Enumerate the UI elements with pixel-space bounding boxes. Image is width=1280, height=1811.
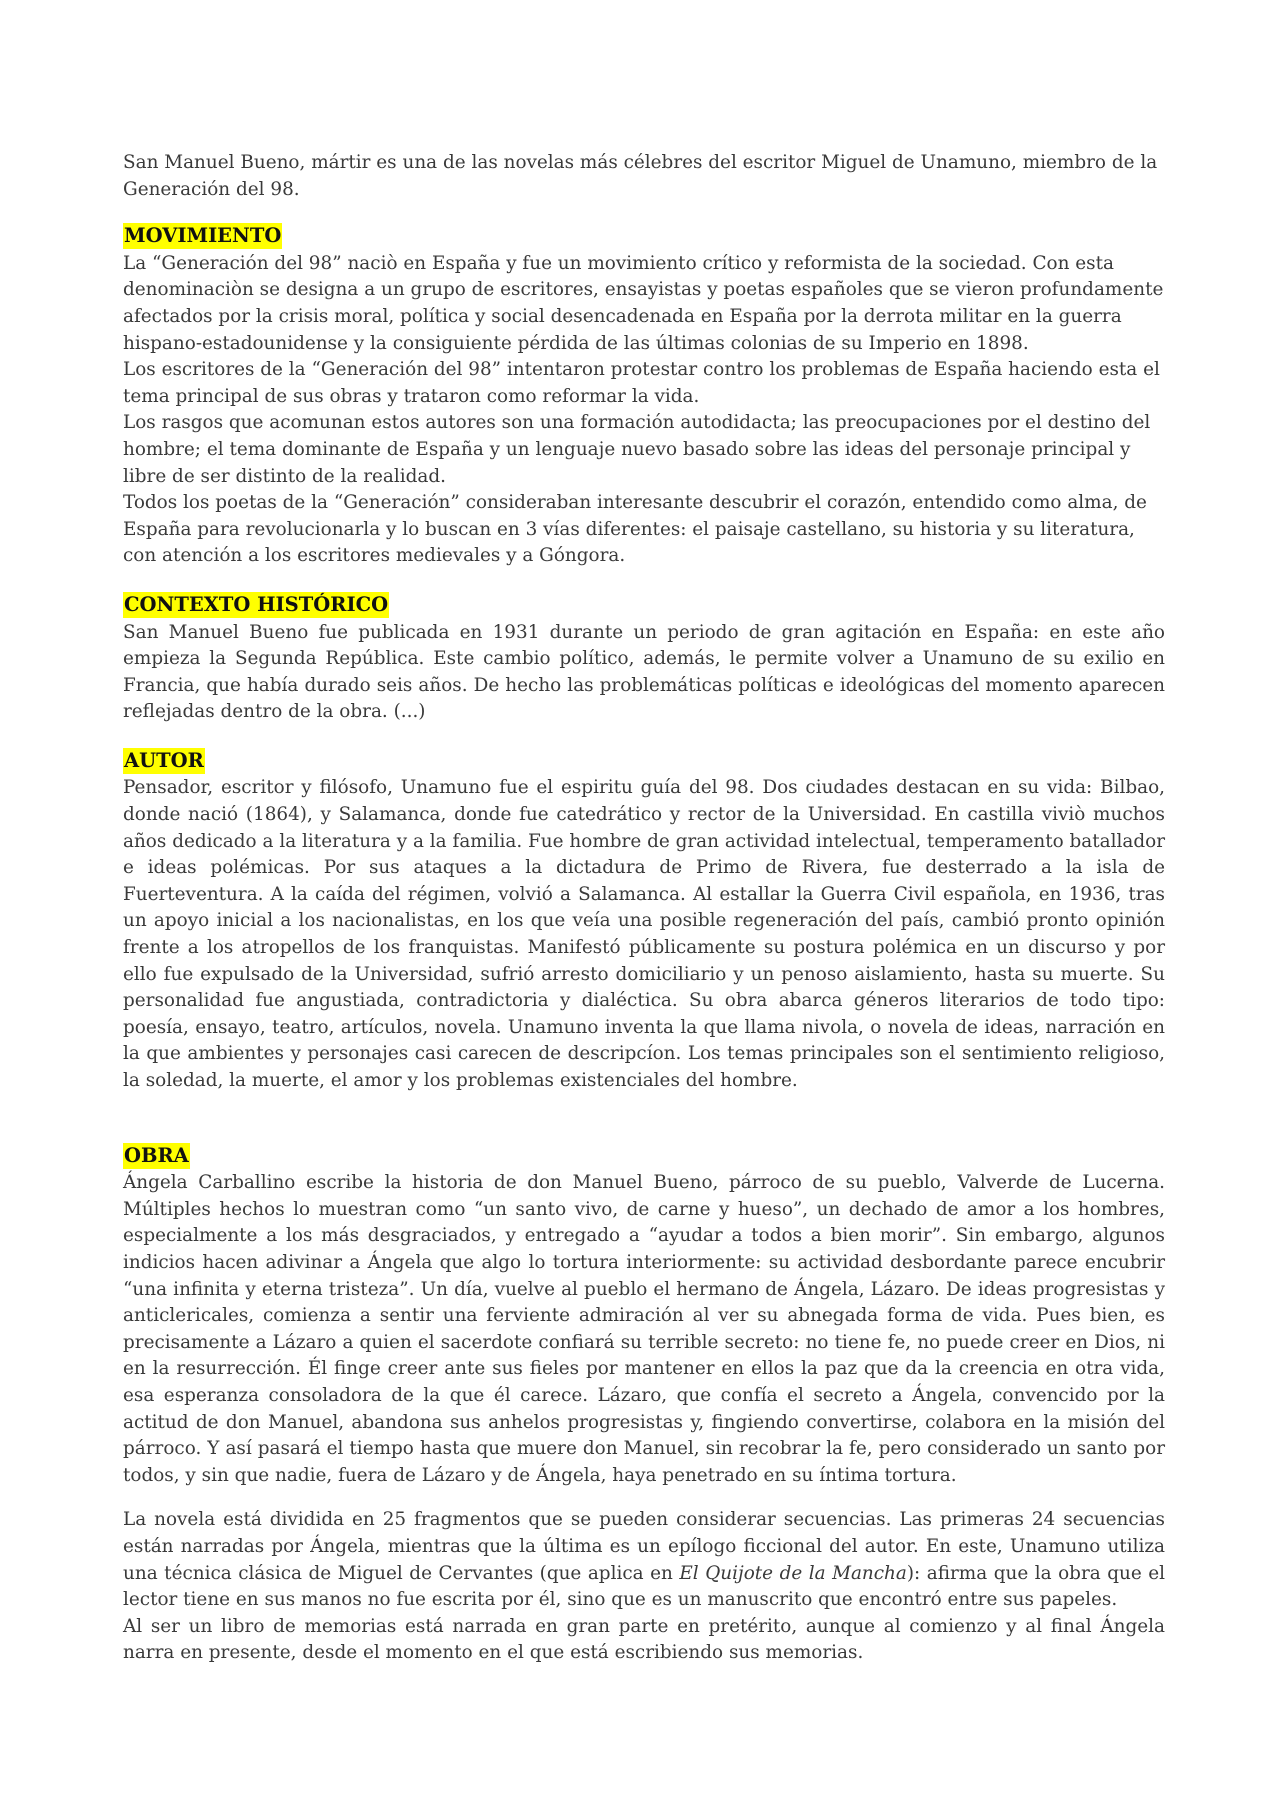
movimiento-paragraph-2: Los escritores de la “Generación del 98” intentaron protestar contro los problemas de España haciendo esta el tema principal de sus obras y trataron como reformar la vida. — [123, 359, 1160, 407]
heading-obra: OBRA — [124, 1143, 189, 1167]
heading-autor: AUTOR — [124, 748, 204, 772]
section-contexto — [123, 592, 1165, 726]
book-title-quijote: El Quijote de la Mancha — [679, 1562, 907, 1584]
heading-movimiento: MOVIMIENTO — [124, 224, 282, 248]
contexto-paragraph-1: San Manuel Bueno fue publicada en 1931 durante un periodo de gran agitación en España: en este año empieza la Segunda República. Este cambio político, además, le permite volver a Unamuno de su exilio en Francia, que había durado seis años. De hecho las problemáticas políticas e ideológicas del momento aparecen reflejadas dentro de la obra. (...) — [123, 621, 1165, 723]
obra-paragraph-1: Ángela Carballino escribe la historia de don Manuel Bueno, párroco de su pueblo, Valverde de Lucerna. Múltiples hechos lo muestran como “un santo vivo, de carne y hueso”, un dechado de amor a los hombres, especialmente a los más desgraciados, y entregado a “ayudar a todos a bien morir”. Sin embargo, algunos indicios hacen adivinar a Ángela que algo lo tortura interiormente: su actividad desbordante parece encubrir “una infinita y eterna tristeza”. Un día, vuelve al pueblo el hermano de Ángela, Lázaro. De ideas progresistas y anticlericales, comienza a sentir una ferviente admiración al ver su abnegada forma de vida. Pues bien, es precisamente a Lázaro a quien el sacerdote confiará su terrible secreto: no tiene fe, no puede creer en Dios, ni en la resurrección. Él finge creer ante sus fieles por mantener en ellos la paz que da la creencia en otra vida, esa esperanza consoladora de la que él carece. Lázaro, que confía el secreto a Ángela, convencido por la actitud de don Manuel, abandona sus anhelos progresistas y, fingiendo convertirse, colabora en la misión del párroco. Y así pasará el tiempo hasta que muere don Manuel, sin recobrar la fe, pero considerado un santo por todos, y sin que nadie, fuera de Lázaro y de Ángela, haya penetrado en su íntima tortura. — [123, 1172, 1165, 1486]
section-autor — [123, 748, 1165, 1095]
movimiento-paragraph-3: Los rasgos que acomunan estos autores son una formación autodidacta; las preocupaciones por el destino del hombre; el tema dominante de España y un lenguaje nuevo basado sobre las ideas del personaje principal y libre de ser distinto de la realidad. — [123, 412, 1151, 487]
intro-paragraph: San Manuel Bueno, mártir es una de las novelas más célebres del escritor Miguel de Unamuno, miembro de la Generación del 98. — [123, 152, 1158, 200]
movimiento-paragraph-1: La “Generación del 98” naciò en España y fue un movimiento crítico y reformista de la sociedad. Con esta denominaciòn se designa a un grupo de escritores, ensayistas y poetas españoles que se vieron profundamente afectados por la crisis moral, política y social desencadenada en España por la derrota militar en la guerra hispano-estadounidense y la consiguiente pérdida de las últimas colonias de su Imperio en 1898. — [123, 252, 1164, 354]
autor-paragraph-1: Pensador, escritor y filósofo, Unamuno fue el espiritu guía del 98. Dos ciudades destacan en su vida: Bilbao, donde nació (1864), y Salamanca, donde fue catedrático y rector de la Universidad. En castilla viviò muchos años dedicado a la literatura y a la familia. Fue hombre de gran actividad intelectual, temperamento batallador e ideas polémicas. Por sus ataques a la dictadura de Primo de Rivera, fue desterrado a la isla de Fuerteventura. A la caída del régimen, volvió a Salamanca. Al estallar la Guerra Civil española, en 1936, tras un apoyo inicial a los nacionalistas, en los que veía una posible regeneración del país, cambió pronto opinión frente a los atropellos de los franquistas. Manifestó públicamente su postura polémica en un discurso y por ello fue expulsado de la Universidad, sufrió arresto domiciliario y un penoso aislamiento, hasta su muerte. Su personalidad fue angustiada, contradictoria y dialéctica. Su obra abarca géneros literarios de todo tipo: poesía, ensayo, teatro, artículos, novela. Unamuno inventa la que llama nivola, o novela de ideas, narración en la que ambientes y personajes casi carecen de descripcíon. Los temas principales son el sentimiento religioso, la soledad, la muerte, el amor y los problemas existenciales del hombre. — [123, 777, 1165, 1091]
heading-contexto: CONTEXTO HISTÓRICO — [124, 592, 389, 616]
movimiento-paragraph-4: Todos los poetas de la “Generación” consideraban interesante descubrir el corazón, entendido como alma, de España para revolucionarla y lo buscan en 3 vías diferentes: el paisaje castellano, su historia y su literatura, con atención a los escritores medievales y a Góngora. — [123, 492, 1147, 567]
obra-paragraph-2-text-b: ): afirma que la obra que el lector tiene en sus manos no fue escrita por él, sino que es un manuscrito que encontró entre sus papeles. — [123, 1562, 1165, 1611]
section-movimiento — [123, 223, 1165, 570]
obra-paragraph-3: Al ser un libro de memorias está narrada en gran parte en pretérito, aunque al comienzo y al final Ángela narra en presente, desde el momento en el que está escribiendo sus memorias. — [123, 1615, 1165, 1664]
section-obra — [123, 1143, 1165, 1667]
obra-paragraph-2 — [123, 1507, 1165, 1613]
obra-paragraph-2-text-a: La novela está dividida en 25 fragmentos que se pueden considerar secuencias. Las primeras 24 secuencias están narradas por Ángela, mientras que la última es un epílogo ficcional del autor. En este, Unamuno utiliza una técnica clásica de Miguel de Cervantes (que aplica en — [123, 1509, 1165, 1584]
document-page — [123, 150, 1165, 1689]
